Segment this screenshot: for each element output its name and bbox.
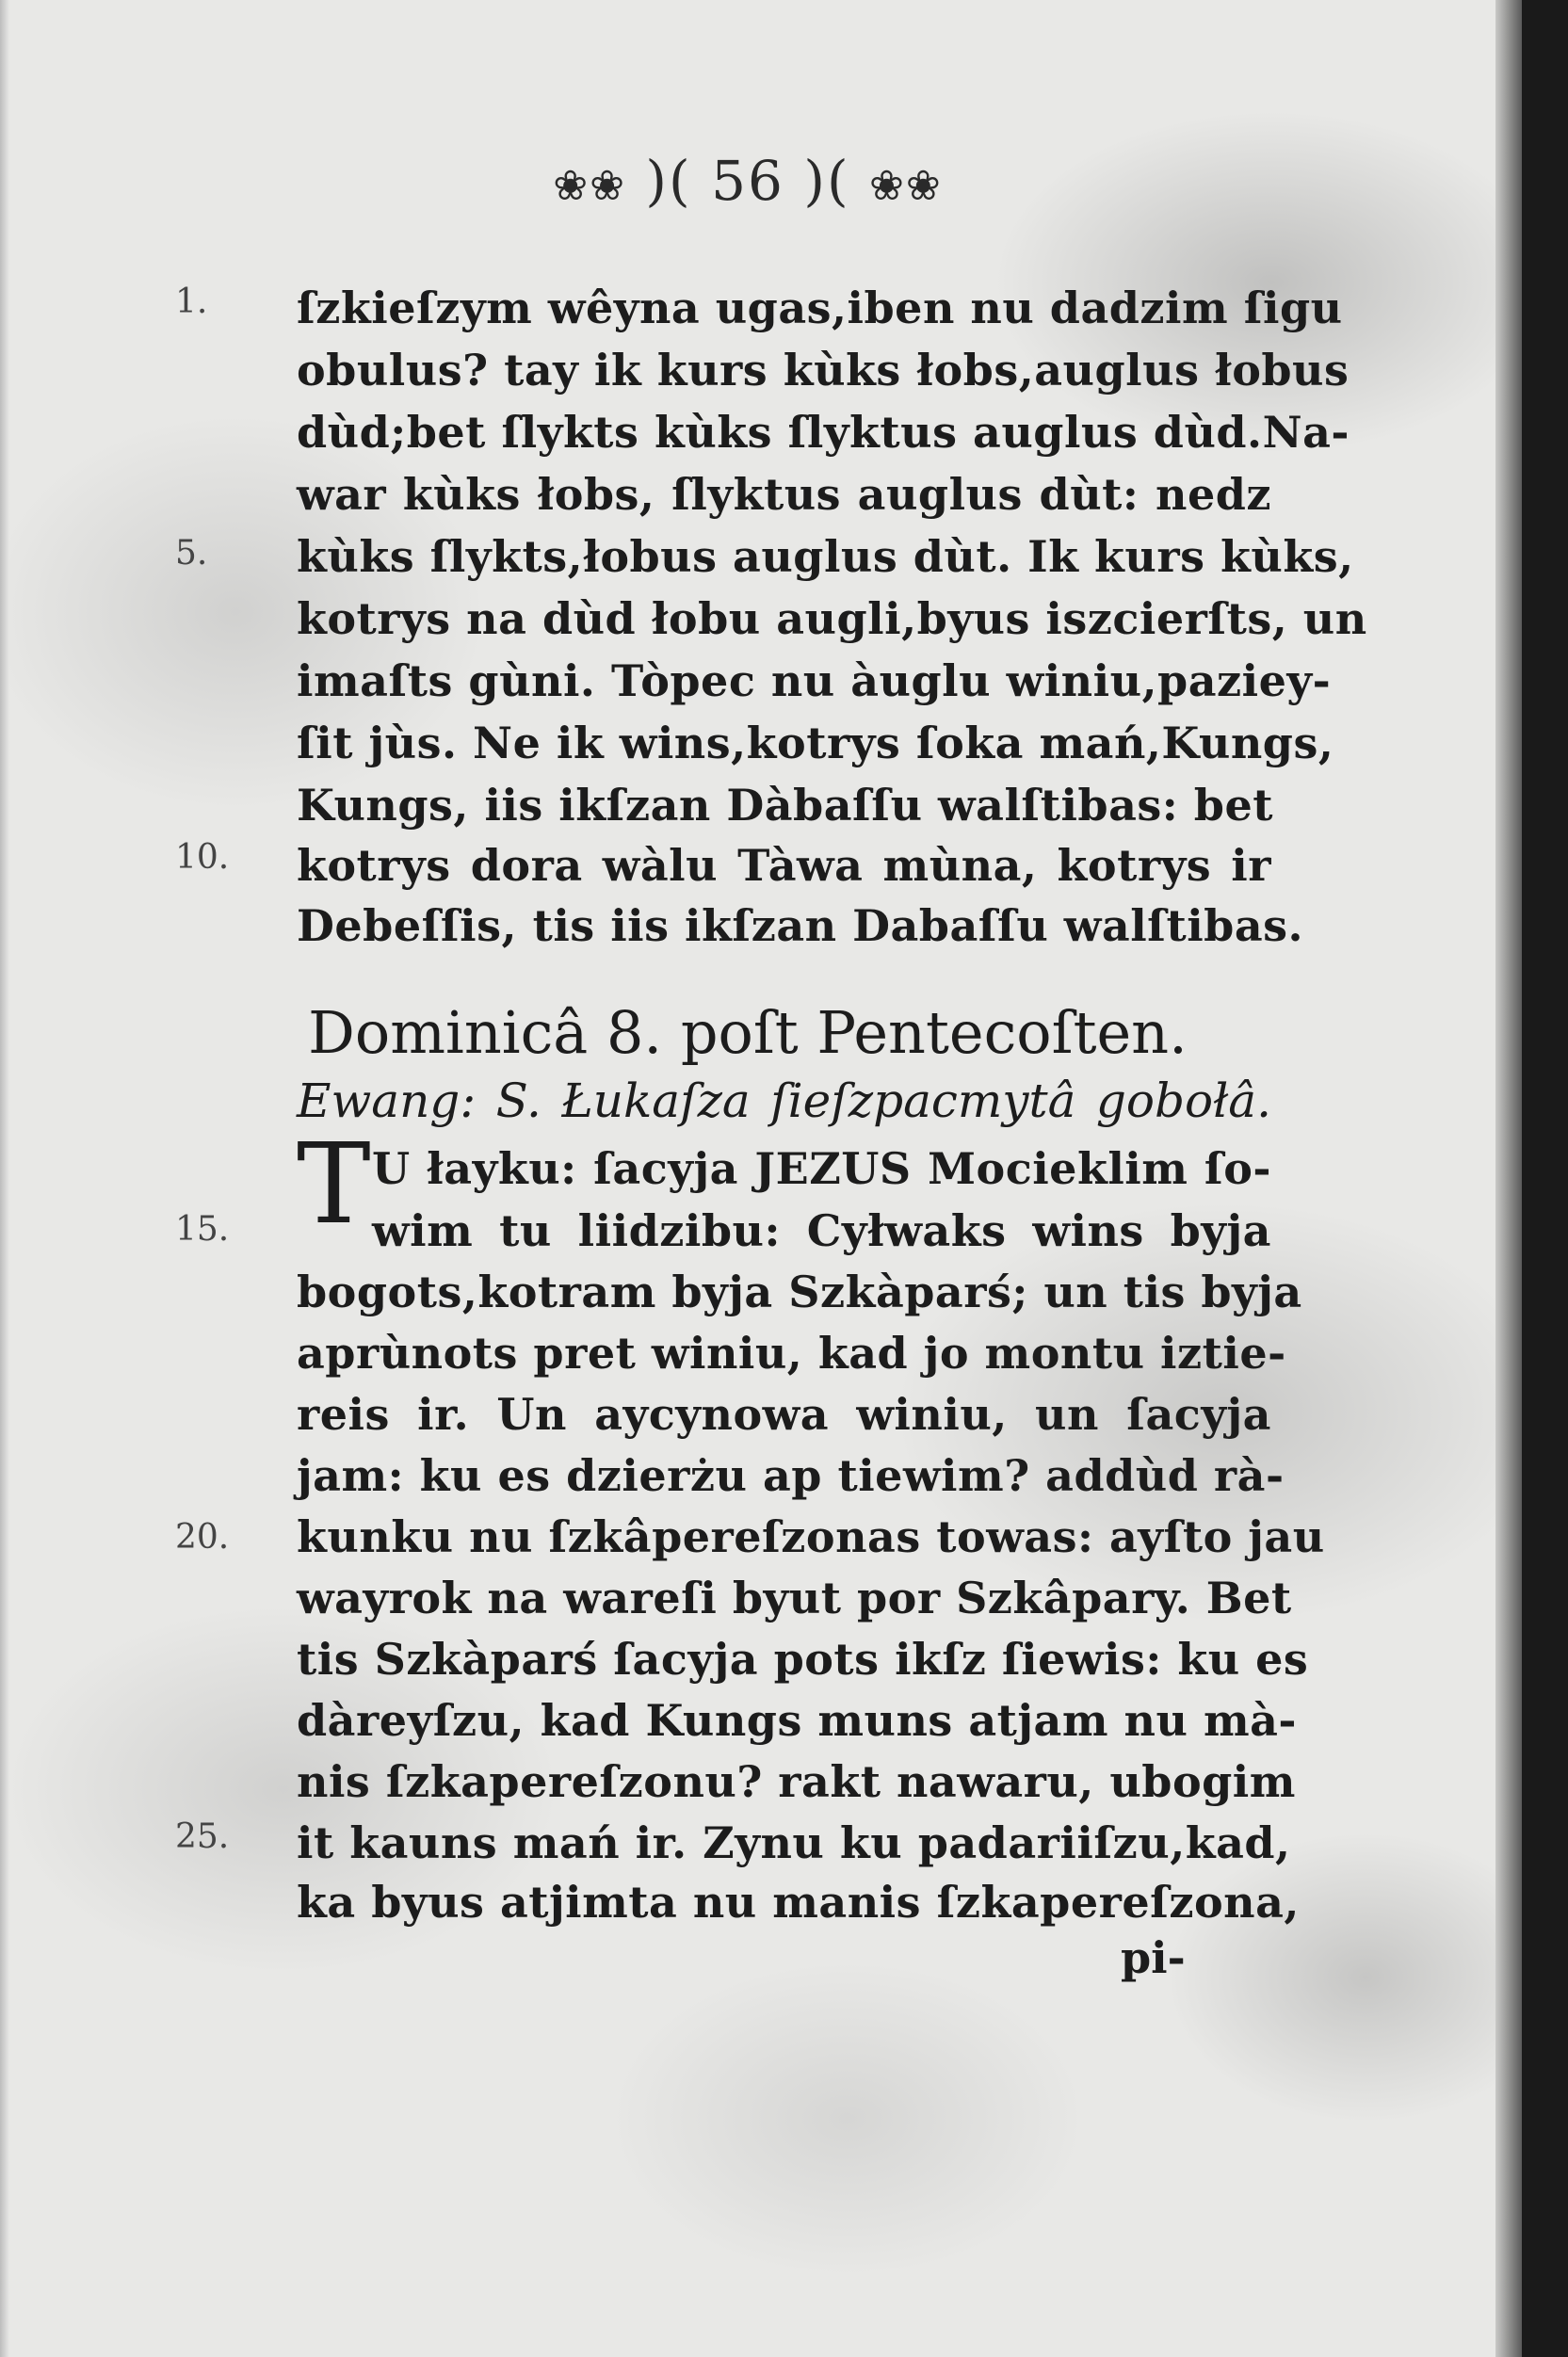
text-line: wim tu liidzibu: Cyłwaks wins byja (372, 1205, 1271, 1256)
text-line: nis ſzkapereſzonu? rakt nawaru, ubogim (297, 1756, 1296, 1807)
ornament-right-icon: ❀❀ (869, 162, 943, 210)
text-line: it kauns mań ir. Zynu ku padariiſzu,kad, (297, 1817, 1291, 1868)
text-line: imaſts gùni. Tòpec nu àuglu winiu,paziey- (297, 655, 1332, 706)
book-spine-shadow (1495, 0, 1522, 2357)
line-number: 5. (175, 534, 208, 573)
text-line: aprùnots pret winiu, kad jo montu iztie- (297, 1328, 1286, 1379)
text-line: kùks ſlykts,łobus auglus dùt. Ik kurs kùks, (297, 531, 1354, 582)
text-line: Debeſſis, tis iis ikſzan Dabaſſu walſtibas. (297, 900, 1304, 951)
text-line: tis Szkàparś ſacyja pots ikſz ſiewis: ku es (297, 1634, 1309, 1685)
line-number: 25. (175, 1817, 230, 1856)
text-line: ſzkieſzym wêyna ugas,iben nu dadzim ſigu (297, 283, 1343, 333)
line-number: 1. (175, 283, 208, 321)
section-heading: Dominicâ 8. poſt Pentecoſten. (308, 998, 1188, 1067)
page-number: )( 56 )( (645, 149, 850, 213)
text-line: jam: ku es dzierżu ap tiewim? addùd rà- (297, 1450, 1285, 1501)
text-line: kotrys dora wàlu Tàwa mùna, kotrys ir (297, 840, 1271, 891)
catchword: pi- (1121, 1932, 1186, 1983)
text-line: kunku nu ſzkâpereſzonas towas: ayſto jau (297, 1511, 1325, 1562)
text-line: reis ir. Un aycynowa winiu, un ſacyja (297, 1389, 1271, 1440)
text-line: wayrok na wareſi byut por Szkâpary. Bet (297, 1573, 1292, 1623)
text-line: war kùks łobs, ſlyktus auglus dùt: nedz (297, 469, 1271, 520)
text-line: dùd;bet ſlykts kùks ſlyktus auglus dùd.Na- (297, 407, 1350, 458)
text-line: Kungs, iis ikſzan Dàbaſſu walſtibas: bet (297, 780, 1273, 831)
text-line: ka byus atjimta nu manis ſzkapereſzona, (297, 1877, 1300, 1928)
ornament-left-icon: ❀❀ (553, 162, 626, 210)
line-number: 20. (175, 1518, 230, 1557)
text-line: dàreyſzu, kad Kungs muns atjam nu mà- (297, 1695, 1298, 1746)
text-line: kotrys na dùd łobu augli,byus iszcierſts, un (297, 593, 1367, 644)
text-line: bogots,kotram byja Szkàparś; un tis byja (297, 1267, 1302, 1317)
text-line: obulus? tay ik kurs kùks łobs,auglus łobus (297, 345, 1350, 396)
text-line: U łayku: ſacyja JEZUS Mocieklim ſo- (372, 1143, 1271, 1194)
page-left-edge (0, 0, 9, 2357)
drop-cap: T (297, 1119, 371, 1249)
line-number: 15. (175, 1210, 230, 1249)
line-number: 10. (175, 838, 230, 877)
section-subheading: Ewang: S. Łukaſza ſieſzpacmytâ gobołâ. (297, 1074, 1271, 1128)
text-line: ſit jùs. Ne ik wins,kotrys ſoka mań,Kungs, (297, 718, 1334, 768)
page-header (0, 149, 1495, 213)
